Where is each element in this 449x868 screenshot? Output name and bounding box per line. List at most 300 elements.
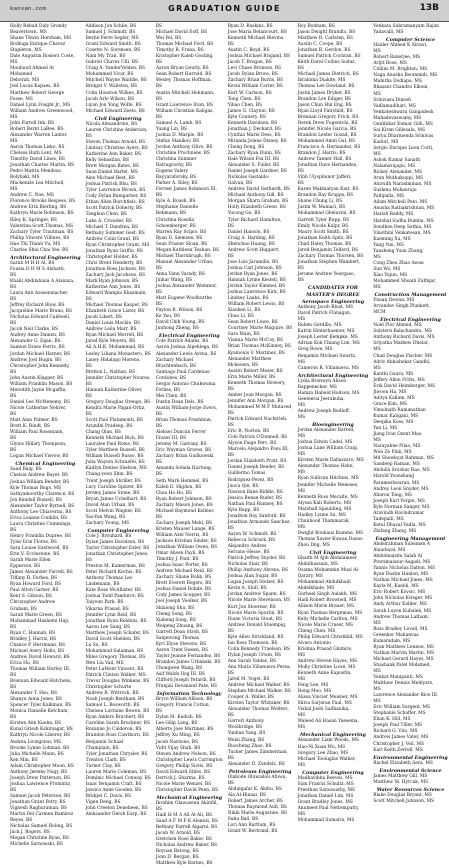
- graduate-name: Sarah Marie Green, BS: [10, 612, 62, 618]
- graduate-name: Joshua Lawrence Kirk, BS: [227, 290, 286, 296]
- graduate-name: Ken Min, BS: [10, 757, 38, 763]
- graduate-name: Hannah Lynne Kestell, BS: [227, 277, 286, 283]
- graduate-name: Ala Al-Hinaai, BS: [227, 792, 267, 798]
- section-heading: Bioengineering: [312, 422, 354, 429]
- graduate-name: Mckeown, BS: [227, 362, 259, 368]
- graduate-name: Shane Thwin Horsham, MS: [10, 36, 72, 42]
- graduate-name: Bhasant Chandra Elkoni,: [373, 85, 429, 91]
- graduate-name: Greenkor Mahanvaa: [373, 632, 419, 638]
- graduate-name: BS: [10, 527, 17, 533]
- graduate-name: Stephen Michael Walker, BS: [227, 689, 291, 695]
- graduate-name: Ke Yau, BS: [155, 314, 180, 320]
- graduate-name: BS: [10, 369, 17, 375]
- graduate-name: Zhou Dng, MS: [297, 542, 330, 548]
- graduate-name: MS: [297, 652, 306, 658]
- graduate-name: Erica Hu, BS: [10, 660, 39, 666]
- graduate-name: Fnuan Dewan, MS: [373, 298, 415, 304]
- graduate-name: MS: [297, 317, 306, 323]
- graduate-name: Ibrahima Diakite, MS: [297, 78, 346, 84]
- graduate-name: Steven Andrew Nelson, BS: [155, 751, 216, 757]
- graduate-name: Timothy R. Frana, BS: [155, 48, 204, 54]
- graduate-name: Jonathan J. Deckard, BS: [227, 126, 281, 132]
- graduate-name: Matthew Kyle Barnes, BS: [155, 861, 213, 867]
- graduate-name: Mahitha Dodlapa, MS: [373, 79, 422, 85]
- graduate-name: Bridget V. Wallston, BS: [85, 84, 137, 90]
- graduate-name: Reyes, BS: [10, 818, 33, 824]
- graduate-name: Aleksander Dersh Earp, BS: [85, 812, 147, 818]
- graduate-name: Surya Dharmenda Srinivas: [373, 133, 434, 139]
- graduate-name: BS: [10, 436, 17, 442]
- graduate-name: Cole J. Brouhard, BS: [85, 533, 132, 539]
- graduate-name: Logan Joseph Stelzer, BS: [227, 580, 284, 586]
- graduate-name: Anthony Jeremy Nagy, BS: [10, 769, 68, 775]
- graduate-name: Elizabeth Grace Lister, BS: [85, 309, 145, 315]
- graduate-name: Tyler Jonathan Chrysler, BS: [85, 751, 148, 757]
- graduate-name: William Andrew Greenwood,: [10, 108, 74, 114]
- graduate-name: Andrew Donald Stuempig,: [227, 622, 287, 628]
- graduate-name: Kenneth Michael Blevins,: [227, 36, 285, 42]
- graduate-name: MS: [297, 762, 306, 768]
- graduate-name: Yan Li, MS: [373, 426, 398, 432]
- graduate-name: MS: [297, 402, 306, 408]
- graduate-name: MS: [373, 91, 381, 97]
- graduate-name: Laura Ann Aussenmacher,: [10, 291, 69, 297]
- graduate-name: Ryan Matthew Lennon, MS: [373, 644, 434, 650]
- graduate-name: Lauren Christine Anderson,: [85, 127, 148, 133]
- graduate-name: David Scott Shelden, BS: [85, 636, 140, 642]
- graduate-name: Nicholas Andrew Baker, BS: [155, 843, 218, 849]
- graduate-name: Fouzia D H M S Alshatti,: [10, 266, 66, 272]
- section-heading: Chemical Engineering: [15, 461, 76, 468]
- graduate-name: Chelsea Ruth Lent, MS: [10, 150, 62, 156]
- graduate-name: Pallipalla, MS: [373, 194, 404, 200]
- graduate-name: William Robert Lewis, BS: [227, 302, 285, 308]
- graduate-name: Colin Kennedy Truelson, BS: [227, 646, 291, 652]
- graduate-name: Mohammad Ghelavini, BS: [297, 211, 356, 217]
- graduate-name: Yucong Gu, BS: [227, 211, 261, 217]
- graduate-name: Thomas William Hurley III,: [10, 666, 71, 672]
- graduate-name: Chelsea Lorraine Bowen, BS: [85, 709, 150, 715]
- graduate-name: Bradley J. Harris, BS: [10, 636, 57, 642]
- graduate-name: BS: [10, 673, 17, 679]
- graduate-name: Zachary Jack Jacobson, BS: [85, 272, 146, 278]
- graduate-name: Joshua Todd Pandurov, BS: [85, 594, 144, 600]
- graduate-name: Zachary Brian Guilkowski,: [155, 454, 215, 460]
- graduate-name: Michael Thornbrugh, BS: [155, 253, 211, 259]
- graduate-name: Joshua Carl Johnson, BS: [227, 265, 282, 271]
- graduate-name: BS: [155, 24, 163, 29]
- graduate-name: Chunhood Thammarak,: [297, 518, 350, 524]
- graduate-name: James G. Clayton, BS: [227, 108, 275, 114]
- graduate-name: Shane Chung Li, BS: [297, 199, 343, 205]
- graduate-name: Jiang Ivan Ozent Mao,: [373, 432, 423, 438]
- graduate-name: BS: [85, 558, 92, 564]
- graduate-name: Md Showkyat Rahman, MS: [373, 456, 434, 462]
- graduate-name: John Farrell Ink, BS: [10, 120, 55, 126]
- graduate-name: Adam Mitchell Peto, MS: [373, 200, 428, 206]
- graduate-name: MS: [297, 415, 306, 420]
- graduate-name: Kayla M. Kaebli, MS: [373, 584, 419, 590]
- graduate-name: Audrey Anne Damen, BS: [10, 333, 65, 339]
- graduate-name: Qarary, MS: [297, 574, 323, 580]
- graduate-name: Justin W. Maniaci, BS: [297, 205, 346, 211]
- graduate-name: Kurt W. Carlson, BS: [227, 90, 272, 96]
- graduate-name: Christopher Holder, BS: [85, 254, 138, 260]
- graduate-name: Christina Rosella: [155, 217, 194, 223]
- graduate-name: Nicholas Samuel Roling, BS: [10, 824, 73, 830]
- graduate-name: Eric Wayman Graves, BS: [155, 448, 212, 454]
- graduate-name: Michael Edward Zeets, BS: [85, 108, 145, 114]
- graduate-name: BS: [227, 42, 234, 48]
- graduate-name: Ratragrachy, BS: [155, 163, 193, 169]
- graduate-name: Rebecca Schrack, BS: [227, 537, 276, 543]
- graduate-name: Alissa Vincier Meisner, MS: [297, 695, 358, 701]
- graduate-name: Robert Bernt LaBee, BS: [10, 126, 64, 132]
- graduate-name: Chelsie Andrew Bayer, BS: [10, 473, 69, 479]
- graduate-name: Megan Christine Ryan, BS: [10, 836, 69, 842]
- graduate-name: Chad Haley Thomas, BS: [297, 241, 352, 247]
- graduate-name: Michael David Eoff, BS: [155, 30, 208, 36]
- graduate-name: Saud A F M F K Alenezi, BS: [155, 819, 218, 825]
- graduate-name: Jinhar Wang, BS: [155, 277, 193, 283]
- site-url: kansan.com: [10, 6, 47, 12]
- graduate-name: Trent Joseph Shriller, BS: [85, 478, 141, 484]
- graduate-name: Taylor Jeanne Fernandez, BS: [155, 653, 221, 659]
- graduate-name: Shenchao Huang, BS: [227, 241, 275, 247]
- graduate-name: Alyssa Kali Roberts, MS: [297, 500, 352, 506]
- graduate-name: Gabriel Chavez Ulli, BS: [85, 60, 138, 66]
- graduate-name: Jessica Anne Gooden, BS: [85, 787, 142, 793]
- graduate-name: Thomas Raymond Ault, BS: [227, 805, 288, 811]
- graduate-name: Andrew Scott Huppert,: [227, 247, 280, 253]
- graduate-name: Tyler Lawrence Brown, BS: [85, 188, 146, 194]
- section-heading: Environmental Science: [379, 767, 442, 774]
- graduate-name: Miranda Jolene Disney, BS: [227, 138, 287, 144]
- graduate-name: Brennan Gregory Frick, BS: [297, 114, 359, 120]
- graduate-name: Suhu Ball, BS: [227, 817, 259, 823]
- graduate-name: Joshua Isaac Porter, BS: [155, 563, 208, 569]
- graduate-name: Cole Patrick Adams, BS: [155, 339, 209, 345]
- graduate-name: John Creeton Deneheen, BS: [85, 806, 148, 812]
- graduate-name: BS: [227, 671, 234, 677]
- graduate-name: MS: [373, 285, 381, 291]
- graduate-name: Nicole Marie Stevenson, BS: [227, 598, 291, 604]
- graduate-name: Hadi Robert Brownell, MS: [297, 598, 357, 604]
- graduate-name: Bethany Summer Gest, BS: [85, 230, 145, 236]
- graduate-name: Ana Maria Villanueva Perea,: [227, 664, 292, 670]
- graduate-name: Pedro Mattin Mendoza: [10, 169, 61, 175]
- graduate-name: Grant W. Bertrand, BS: [227, 829, 278, 835]
- graduate-name: Khalil Abdilahana A Alanaza,: [10, 278, 75, 284]
- graduate-name: Jeffrey Xu Ming, BS: [155, 733, 200, 739]
- graduate-name: Asif Walife Ilog III, BS: [155, 672, 206, 678]
- graduate-name: Arundhi Pradeep, BS: [85, 424, 133, 430]
- graduate-name: Ibrahim Olawaseun Akinfiil,: [155, 801, 218, 806]
- graduate-name: Kate Rose McAllister, BS: [85, 588, 142, 594]
- graduate-name: BS: [155, 709, 163, 715]
- graduate-name: Alex Michael Best, BS: [85, 176, 135, 182]
- graduate-name: Manuel Alexander Urban,: [155, 259, 214, 265]
- graduate-name: Karen Makhiatyan Kint, BS: [297, 187, 359, 193]
- graduate-name: Kyle Norman Sanger, MS: [373, 504, 430, 510]
- graduate-name: Yuang Lin, BS: [155, 126, 187, 132]
- graduate-name: Ehan K. Hill, MS: [373, 717, 411, 723]
- graduate-name: Ryan Sullivan Hitchins, MS: [297, 476, 359, 482]
- graduate-name: Ross Bradley Lovell, MS: [373, 626, 428, 632]
- section-heading: Information Technology: [157, 691, 222, 698]
- section-heading: Civil Engineering: [309, 550, 357, 557]
- graduate-name: Katherine Ann Jones, BS: [85, 285, 141, 291]
- graduate-name: BS: [85, 412, 92, 417]
- graduate-name: MS: [373, 438, 381, 444]
- graduate-name: Feng Lee, MS: [297, 683, 329, 689]
- graduate-name: Benjamin Michael Swartz,: [297, 353, 357, 359]
- graduate-name: Sean Daniel Bartel, MS: [85, 170, 138, 176]
- graduate-name: Michael Gerard Hayes, MS: [373, 656, 434, 662]
- graduate-name: Haider Ahmed K Alrawi,: [373, 43, 428, 49]
- graduate-name: Mitchell Wayne Waddle, BS: [85, 78, 147, 84]
- graduate-name: Dylan James Davidson, BS: [85, 539, 145, 545]
- section-heading: Mechanical Engineering: [300, 732, 366, 739]
- graduate-name: Cody Dylan Bumgarner, BS: [85, 194, 147, 200]
- section-heading: Mechanical Engineering: [156, 794, 223, 801]
- graduate-name: Alexander Liam Woods, MS: [297, 738, 359, 744]
- graduate-name: Bryce William Allison, BS: [155, 697, 213, 703]
- graduate-name: Daniel Hanson, BS: [227, 229, 270, 235]
- graduate-name: Roy Bonham, BS: [297, 24, 335, 29]
- graduate-name: Matt Eugene Woolhurthe: [155, 296, 212, 302]
- graduate-name: Xiaheng Song, BS: [155, 617, 196, 623]
- graduate-name: Hadley Lynne Su, MS: [297, 512, 346, 518]
- graduate-name: Shanyu Anna Jones, BS: [10, 697, 62, 703]
- graduate-name: Champlain, BS: [85, 745, 119, 751]
- column-6: [373, 24, 448, 804]
- graduate-name: James Alexander Farrell, BS: [10, 570, 73, 576]
- graduate-name: BS: [10, 715, 17, 721]
- graduate-name: MS: [297, 488, 306, 494]
- graduate-name: Deborah, MS: [10, 78, 40, 84]
- graduate-name: Jeremy James Stone, BS: [85, 490, 140, 496]
- graduate-name: Monica Danielle Ketchum,: [10, 709, 69, 715]
- graduate-name: MS: [297, 677, 306, 683]
- graduate-name: Daniel Lee McMenemy, BS: [10, 399, 70, 405]
- section-heading: Architectural Engineering: [10, 254, 81, 261]
- graduate-name: Grant Edward Smith, BS: [85, 42, 141, 48]
- graduate-name: Kenneth Davidson, BS: [227, 120, 278, 126]
- graduate-name: Holly Rebait Daly Grandy: [10, 24, 67, 29]
- graduate-name: Beavertown, MS: [10, 30, 47, 36]
- graduate-name: Trevor Douglas Winkens, BS: [85, 679, 150, 685]
- graduate-name: Patrick Clinton Walker, MS: [85, 673, 146, 679]
- graduate-name: Warren Ray Scipio, BS: [155, 229, 207, 235]
- graduate-name: Joshua Patrick Bhu, BS: [85, 182, 137, 188]
- graduate-name: Lauralee Paul Rowe, BS: [85, 442, 140, 448]
- graduate-name: David Chih Young, BS: [155, 320, 205, 326]
- graduate-name: Jerome Andrew Yeargaso,: [297, 271, 356, 277]
- graduate-name: Kyamouls V. Martinez, BS: [227, 350, 285, 356]
- graduate-name: Colin Houston Wilkes, BS: [85, 90, 143, 96]
- graduate-name: Kenneth Anne Kapustin,: [297, 670, 352, 676]
- graduate-name: Sean Robert Harrold, BS: [155, 72, 212, 78]
- graduate-name: BS: [227, 780, 234, 786]
- graduate-name: Florence Brooks Respess, BS: [10, 199, 76, 205]
- graduate-name: Joshua Alan Sugar, BS: [227, 574, 278, 580]
- graduate-name: Tyler Matthew Russell, BS: [85, 448, 145, 454]
- graduate-name: Andrea Livingston, MS: [10, 739, 62, 745]
- graduate-name: Stephanie Danielle: [155, 205, 199, 211]
- graduate-name: Courtney Marie Maguire, BS: [227, 326, 293, 332]
- graduate-name: Amber Joan Morgan, BS: [227, 392, 282, 398]
- graduate-name: Bretton L. Nathan, BS: [85, 369, 136, 375]
- graduate-name: Wiei Ze Pink, MS: [373, 450, 412, 456]
- graduate-name: Austin Mitchell Hohmann,: [155, 90, 215, 96]
- graduate-name: Rebmann, BS: [155, 211, 186, 217]
- graduate-name: Daniel Joseph Gardner, BS: [227, 169, 287, 175]
- graduate-name: Andrew David Gerhardt, BS: [227, 187, 290, 193]
- graduate-name: Addison Jon Schlie, BS: [85, 24, 137, 29]
- graduate-name: Jennifer Michelle Meneses,: [297, 482, 359, 488]
- graduate-name: Keith Darel Collins Sodaz,: [297, 60, 356, 66]
- graduate-name: Xiao Yujun, MS: [373, 272, 408, 278]
- section-heading: Engineering Management: [375, 535, 446, 542]
- graduate-name: Nathan Paul Rumsey, BS: [227, 501, 283, 507]
- graduate-name: Megan Kathleen Teahan, BS: [155, 247, 219, 253]
- graduate-name: Matthew M. Hyrcak, MS: [373, 779, 429, 785]
- graduate-name: BS: [10, 272, 17, 278]
- graduate-name: Chang Qian, BS: [85, 430, 121, 436]
- graduate-name: Zachary Young, MS: [85, 520, 130, 526]
- graduate-name: Aditya Kallam, MS: [373, 395, 415, 401]
- graduate-name: Kathryn Nicole Liberer, BS: [10, 733, 71, 739]
- graduate-name: Andy Arthur Kidder, MS: [373, 602, 427, 608]
- graduate-name: Lindsey Laabs, BS: [227, 296, 269, 302]
- graduate-name: Tyler Richard Hamilton,: [227, 217, 282, 223]
- section-heading: CANDIDATES FOR: [307, 285, 358, 292]
- graduate-name: Guillermo Tomas: [227, 471, 266, 477]
- graduate-name: Brett K. Rindt, BS: [10, 424, 51, 430]
- graduate-name: Alexander Matthew: [227, 356, 272, 362]
- graduate-name: Jordan Elizabeth Pratt, BS: [227, 459, 287, 465]
- section-heading: Computer Engineering: [302, 769, 364, 776]
- graduate-name: Kurt Jon Stoerner, BS: [227, 604, 276, 610]
- graduate-name: Dustin Dean Dels, BS: [155, 399, 204, 405]
- graduate-name: Jordan Taylor Kimmel, BS: [227, 284, 286, 290]
- section-title: GRADUATION GUIDE: [168, 4, 281, 13]
- graduate-name: Kyle Thomas Bugs, MS: [10, 485, 62, 491]
- graduate-name: BS: [85, 133, 92, 139]
- graduate-name: BS: [10, 412, 17, 417]
- graduate-name: Brett Everett Rogers, BS: [155, 581, 212, 587]
- section-heading: Construction Management: [374, 292, 447, 299]
- graduate-name: MS: [373, 151, 381, 157]
- graduate-name: Karl Keith Zerrell, MS: [373, 747, 423, 753]
- graduate-name: Jessica Renae Ruder, BS: [227, 495, 282, 501]
- graduate-name: Saud Baig, BS: [10, 467, 42, 473]
- graduate-name: Jordan Anthony Olivo, BS: [155, 144, 213, 150]
- graduate-name: Zhifang Zhang, MS: [373, 528, 417, 534]
- graduate-name: BS: [155, 60, 163, 66]
- graduate-name: Zachary Mason Jones, BS: [155, 502, 213, 508]
- graduate-name: BS: [10, 321, 17, 327]
- graduate-name: Scott Melvin Wagner, BS: [85, 508, 141, 514]
- graduate-name: Harish Reddy, MS: [373, 212, 414, 218]
- graduate-name: Adrian Kok Chiang Lim, MS: [297, 341, 360, 347]
- graduate-name: Adam Christopher Moon, BS: [10, 763, 74, 769]
- graduate-name: Glynis Hillary Thompson,: [10, 442, 67, 448]
- graduate-name: Lawrence Alexander Rice III,: [373, 693, 439, 699]
- graduate-name: Cody James Scopper, BS: [155, 593, 211, 599]
- graduate-name: BS: [227, 628, 234, 634]
- graduate-name: Kenneth Michael Rich, BS: [85, 436, 144, 442]
- graduate-name: Craig A. Harding, BS: [227, 235, 275, 241]
- graduate-name: Tiffany R. Forbes, BS: [10, 576, 58, 582]
- graduate-name: Kevin William Carter, BS: [227, 84, 283, 90]
- graduate-name: Caroline Sarah Bruckner, BS: [85, 721, 150, 727]
- graduate-name: Jose Luis Jaramillo, BS: [227, 259, 279, 265]
- graduate-name: Kyle Rupp, BS: [227, 507, 260, 513]
- graduate-name: Taiyoun Park, BS: [85, 600, 124, 606]
- graduate-name: Gregory Douglas Orengo, BS: [85, 399, 151, 405]
- graduate-name: MS: [10, 187, 18, 193]
- graduate-name: Brandon J. Harris, BS: [297, 150, 346, 156]
- graduate-name: BS: [227, 525, 234, 531]
- graduate-name: MCM: [373, 310, 386, 316]
- graduate-name: Sarah Marie Ellen: [10, 558, 51, 564]
- graduate-name: Nam My Tran, BS: [85, 54, 126, 60]
- graduate-name: Gregory Lee Zhao, MS: [297, 750, 349, 756]
- graduate-name: Joshua D. Marple, BS: [155, 132, 204, 138]
- graduate-name: Sean Frasier Sloan, BS: [155, 241, 208, 247]
- graduate-name: Jordan Alexander Barrell,: [297, 428, 355, 434]
- graduate-name: Galvan, BS: [227, 181, 253, 187]
- graduate-name: Nathan Michael Jones, MS: [373, 578, 433, 584]
- graduate-name: Chad Douglas Fischer, MS: [373, 353, 433, 359]
- graduate-name: Parker A. Riley, BS: [155, 181, 198, 187]
- graduate-name: MS: [373, 687, 381, 693]
- graduate-name: Jonathan Charles Martin, BS: [10, 163, 75, 169]
- graduate-name: Joshua Daniel Rohde, BS: [155, 587, 212, 593]
- graduate-name: Joseph Lester Kempke, MS: [297, 335, 358, 341]
- graduate-name: Andrew C. Noe, MS: [10, 193, 55, 199]
- graduate-name: Preston M. Kamerman, BS: [85, 564, 145, 570]
- graduate-name: Ketul Dhaval Vadla, MS: [373, 522, 426, 528]
- section-heading: Computer Engineering: [87, 527, 149, 534]
- graduate-name: Kevin A. Stoll, BS: [227, 586, 267, 592]
- graduate-name: MS: [297, 434, 306, 440]
- graduate-name: MS: [297, 812, 306, 818]
- graduate-name: Andrew Leila Marr, BS: [85, 327, 137, 333]
- graduate-name: Charles Shui Chai Yee, BS: [10, 247, 69, 253]
- graduate-name: Ryan D. Siemsen, BS: [155, 235, 203, 241]
- graduate-name: BS: [155, 460, 163, 466]
- graduate-name: MS: [373, 699, 381, 705]
- graduate-name: Xiaoben Li, BS: [227, 308, 261, 314]
- graduate-name: Ian Ross Thomson, BS: [227, 640, 278, 646]
- graduate-name: Alexander Warren Lanter,: [10, 132, 68, 138]
- graduate-name: Jeffrey Richard Blow, BS: [10, 303, 65, 309]
- graduate-name: Brian Thomas Freshman,: [155, 418, 213, 424]
- graduate-name: Jonathan Stephen Wambert,: [297, 259, 361, 265]
- graduate-name: Preramaissur-Aagadi, MS: [373, 560, 431, 566]
- graduate-name: Kaoming Xu, MS: [373, 236, 411, 242]
- graduate-name: Yihao Chen, BS: [227, 102, 263, 108]
- graduate-name: Vimolnath Ramanathan: [373, 407, 426, 413]
- graduate-name: Katrin Hinterhuemer, MS: [297, 329, 355, 335]
- graduate-name: Grant Bradley Jones, MS: [297, 799, 353, 805]
- graduate-name: Aaron Lee Sang, BS: [85, 624, 131, 630]
- graduate-name: Samuel Jacob Peterson, BS: [10, 793, 71, 799]
- graduate-name: Jacob Arlo Wilson, BS: [85, 96, 135, 102]
